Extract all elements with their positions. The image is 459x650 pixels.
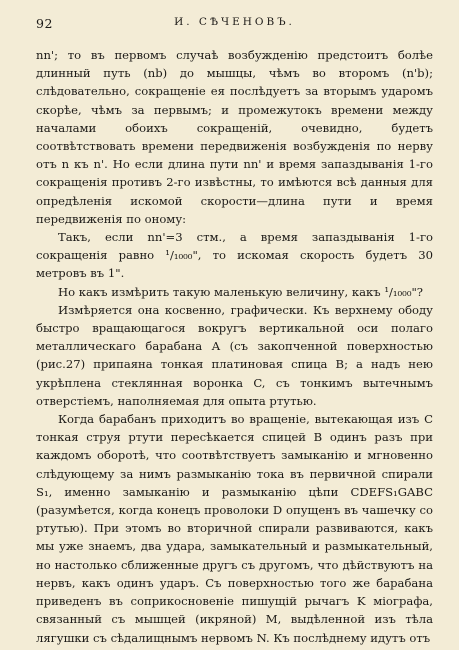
running-head: И. СѢЧЕНОВЪ. bbox=[174, 16, 295, 28]
body-text bbox=[36, 46, 433, 647]
page-number: 92 bbox=[36, 16, 53, 31]
paragraph-continuation: nn'; то въ первомъ случаѣ возбужденію предстоитъ болѣе длинный путь (nb) до мышцы, чѣмъ во второмъ (n'b); слѣдовательно, сокращеніе ея послѣдуетъ за вторымъ ударомъ скорѣе, чѣмъ за первымъ; и промежутокъ времени между началами обоихъ сокращеній, очевидно, будетъ соотвѣтствовать времени передвиженія возбужденія по нерву отъ n къ n'. Но если длина пути nn' и время запаздыванія 1-го сокращенія противъ 2-го извѣстны, то имѣются всѣ данныя для опредѣленія искомой скорости—длина пути и время передвиженія по оному: bbox=[36, 48, 433, 226]
paragraph-procedure: Когда барабанъ приходитъ во вращеніе, вытекающая изъ C тонкая струя ртути пересѣкается спицей B одинъ разъ при каждомъ оборотѣ, что соотвѣтствуетъ замыканію и мгновенно слѣдующему за нимъ размыканію тока въ первичной спирали S₁, именно замыканію и размыканію цѣпи CDEFS₁GABC (разумѣется, когда конецъ проволоки D опущенъ въ чашечку со ртутью). При этомъ во вторичной спирали развиваются, какъ мы уже знаемъ, два удара, замыкательный и размыкательный, но настолько сближенные другъ съ другомъ, что дѣйствуютъ на нервъ, какъ одинъ ударъ. Съ поверхностью того же барабана приведенъ въ соприкосновеніе пишущій рычагъ K міографа, связанный съ мышцей (икряной) M, выдѣленной изъ тѣла лягушки съ сѣдалищнымъ нервомъ N. Къ послѣднему идутъ отъ bbox=[36, 412, 433, 645]
paragraph-example: Такъ, если nn'=3 стм., а время запаздыванія 1-го сокращенія равно ¹/₁₀₀₀", то искомая скорость будетъ 30 метровъ въ 1". bbox=[36, 230, 433, 281]
page-header bbox=[36, 16, 433, 46]
paragraph-question: Но какъ измѣрить такую маленькую величину, какъ ¹/₁₀₀₀"? bbox=[58, 284, 424, 299]
paragraph-apparatus: Измѣряется она косвенно, графически. Къ верхнему ободу быстро вращающагося вокругъ вертикальной оси полаго металлическаго барабана A (съ закопченной поверхностью (рис.27) припаяна тонкая платиновая спица B; а надъ нею укрѣплена стеклянная воронка C, съ тонкимъ вытечнымъ отверстіемъ, наполняемая для опыта ртутью. bbox=[36, 302, 433, 408]
